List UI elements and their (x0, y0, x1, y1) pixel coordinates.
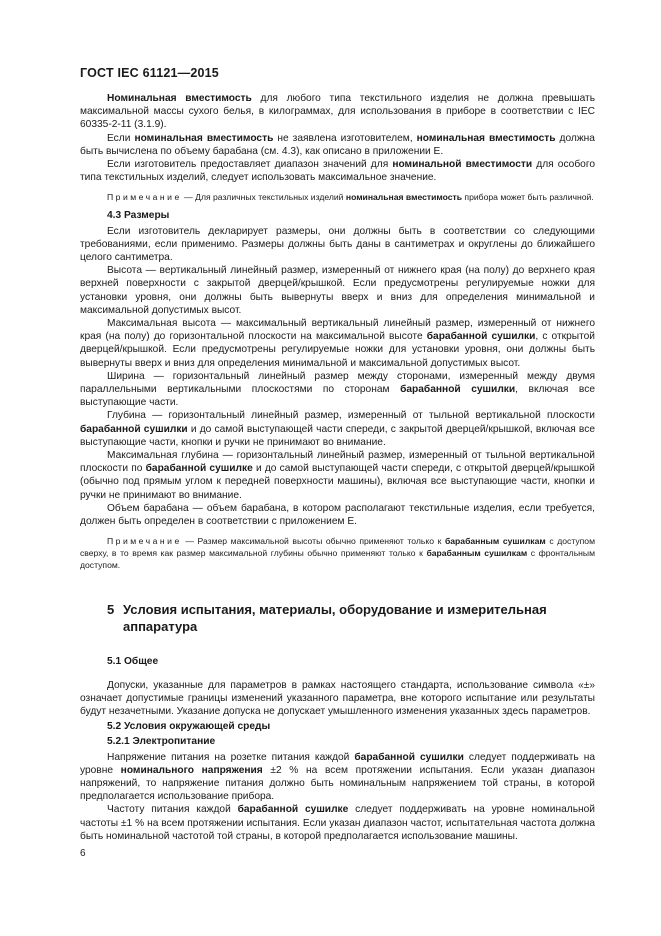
term-bold: барабанной сушилки (426, 331, 536, 343)
section-number: 5 (107, 602, 115, 618)
text: Максимальная глубина — горизонтальный линейный размер, измеренный от тыльной вертикальной плоскости по (80, 450, 595, 475)
term-bold: номинального напряжения (120, 764, 263, 776)
note-2 (80, 535, 595, 571)
term-bold: барабанной сушилке (237, 804, 349, 816)
page-number: 6 (80, 848, 86, 859)
paragraph-height: Высота — вертикальный линейный размер, измеренный от нижнего края (на полу) до верхнего края верхней поверхности с закрытой дверцей/крышкой. Если предусмотрены регулируемые ножки для установки уровня, они должны быть вывернуты вверх и вниз для определения минимальной и максимальной допустимых высот. (80, 265, 595, 316)
text: следует поддерживать на уровне (80, 751, 596, 776)
text: Напряжение питания на розетке питания каждой (107, 751, 355, 763)
text: и до самой выступающей части спереди, с закрытой дверцей/крышкой, включая все выступающие части, кнопки и ручки не принимают во внимание. (80, 423, 595, 448)
text: Частоту питания каждой (107, 804, 238, 816)
text: прибора может быть различной. (462, 192, 594, 203)
note-1 (80, 191, 595, 203)
text: Если (107, 132, 135, 144)
paragraph-drum-volume: Объем барабана — объем барабана, в котором располагают текстильные изделия, если требуется, должен быть определен в соответствии с приложением Е. (80, 502, 595, 528)
text: с фронтальным доступом. (80, 548, 595, 571)
paragraph-max-depth (80, 449, 595, 502)
text: для особого типа текстильных изделий, следует использовать максимальное значение. (80, 159, 596, 184)
text: , включая все выступающие части. (80, 384, 595, 409)
paragraph-capacity-range (80, 158, 595, 184)
section-5-2-heading: 5.2 Условия окружающей среды (107, 721, 271, 733)
text: следует поддерживать на уровне номинальной частоты ±1 % на всем протяжении испытания. Если указан диапазон частот, испытательная частота должна быть номинальной частотой той страны, в которой предполагается использование машины. (80, 804, 595, 842)
paragraph-frequency (80, 803, 595, 843)
text: Если изготовитель предоставляет диапазон значений для (107, 159, 393, 171)
text: ±2 % на всем протяжении испытания. Если указан диапазон напряжений, то напряжение питания должно быть номинальным напряжением той страны, в которой предполагается использование прибора. (80, 764, 595, 803)
section-5-1-heading: 5.1 Общее (107, 656, 159, 668)
text: — Для различных текстильных изделий (181, 192, 346, 203)
term-bold: Номинальная вместимость (107, 93, 252, 104)
text: для любого типа текстильного изделия не должна превышать максимальной массы сухого белья, в килограммах, для использования в приборе в соответствии с IEC 60335-2-11 (3.1.9). (80, 93, 596, 131)
note-label: Примечание (107, 192, 182, 203)
term-bold: номинальная вместимость (134, 132, 274, 144)
term-bold: номинальная вместимость (345, 192, 463, 203)
text: и до самой выступающей части спереди, с открытой дверцей/крышкой (обычно под прямым углом к передней поверхности машины), включая все выступающие части, кнопки и ручки не принимают во внимание. (80, 463, 595, 501)
section-5-2-1-heading: 5.2.1 Электропитание (107, 736, 216, 748)
term-bold: номинальной вместимости (392, 159, 533, 171)
text: , с открытой дверцей/крышкой. Если предусмотрены регулируемые ножки для установки уровня, они должны быть вывернуты вверх и вниз для определения минимальной и максимальной допустимых высот. (80, 331, 595, 369)
section-title: Условия испытания, материалы, оборудование и измерительная аппаратура (123, 602, 547, 635)
paragraph-tolerances: Допуски, указанные для параметров в рамках настоящего стандарта, использование символа «±» означает допустимые границы изменений указанного параметра, вне которого испытание или результаты будут незачетными. Указание допуска не допускает умышленного изменения указанных здесь параметров. (80, 679, 595, 717)
text: Максимальная высота — максимальный вертикальный линейный размер, измеренный от нижнего края (на полу) до горизонтальной плоскости на максимальной высоте (80, 318, 595, 343)
term-bold: номинальная вместимость (416, 132, 556, 144)
text: — Размер максимальной высоты обычно применяют только к (181, 536, 445, 547)
note-label: Примечание (107, 536, 182, 547)
text: должна быть вычислена по объему барабана (см. 4.3), как описано в приложении Е. (80, 132, 595, 157)
term-bold: барабанным сушилкам (444, 536, 546, 547)
text: не заявлена изготовителем, (273, 132, 417, 144)
text: с доступом сверху, в то время как размер максимальной глубины обычно применяют только к (80, 536, 595, 559)
paragraph-dimensions: Если изготовитель декларирует размеры, они должны быть в соответствии со следующими требованиями, если применимо. Размеры должны быть даны в сантиметрах и округлены до ближайшего целого сантиметра. (80, 225, 595, 264)
paragraph-voltage (80, 751, 595, 804)
term-bold: барабанной сушилки (400, 384, 516, 396)
paragraph-capacity (80, 92, 595, 132)
paragraph-capacity-undeclared (80, 132, 595, 158)
term-bold: барабанной сушилки (80, 423, 188, 435)
document-header: ГОСТ IEC 61121—2015 (80, 66, 219, 80)
section-4-3-heading: 4.3 Размеры (107, 210, 170, 222)
text: Глубина — горизонтальный линейный размер, измеренный от тыльной вертикальной плоскости (107, 410, 595, 422)
document-body (80, 92, 595, 843)
paragraph-max-height (80, 317, 595, 370)
paragraph-width (80, 370, 595, 410)
term-bold: барабанным сушилкам (426, 548, 528, 559)
paragraph-depth (80, 409, 595, 449)
term-bold: барабанной сушилке (145, 463, 253, 475)
section-5-heading (107, 601, 595, 635)
term-bold: барабанной сушилки (354, 751, 464, 763)
text: Ширина — горизонтальный линейный размер между сторонами, измеренный между двумя параллельными вертикальными плоскостями по сторонам (80, 370, 595, 396)
